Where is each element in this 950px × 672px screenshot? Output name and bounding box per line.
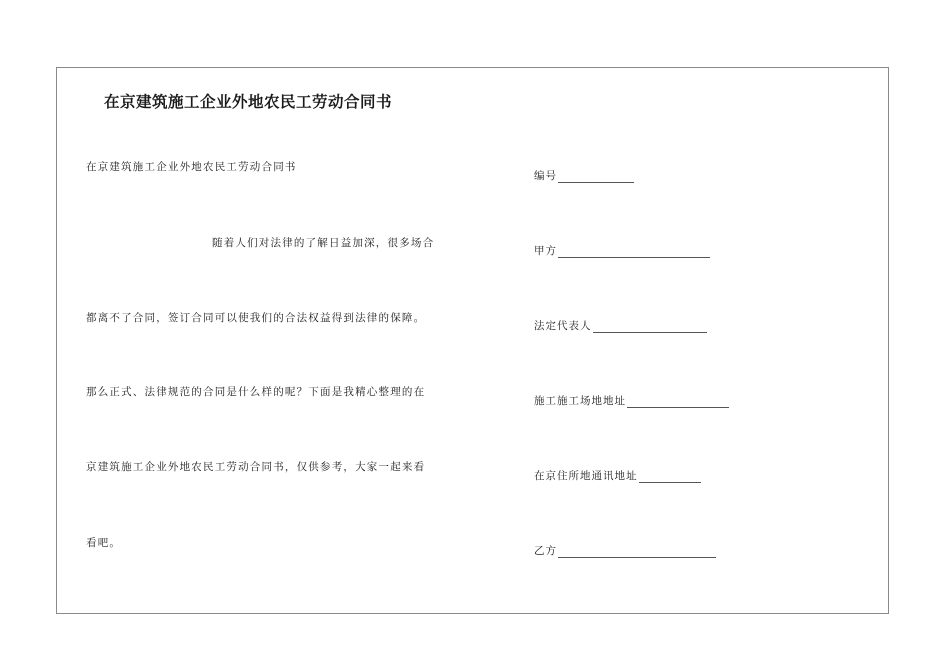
fill-in-line [639, 472, 701, 483]
fill-in-line [593, 322, 707, 333]
fill-in-line [558, 247, 710, 258]
fill-in-line [558, 172, 634, 183]
field-label: 甲方 [534, 245, 557, 257]
field-label: 法定代表人 [534, 320, 592, 332]
field-label: 乙方 [534, 545, 557, 557]
fill-in-line [627, 397, 729, 408]
page-frame [56, 67, 889, 614]
paragraph-line-3: 都离不了合同，签订合同可以使我们的合法权益得到法律的保障。 [86, 312, 426, 324]
paragraph-line-4: 那么正式、法律规范的合同是什么样的呢？下面是我精心整理的在 [86, 386, 426, 398]
field-site-address [534, 393, 729, 408]
field-party-b [534, 543, 716, 558]
paragraph-line-2: 随着人们对法律的了解日益加深，很多场合 [212, 237, 435, 249]
field-label: 在京住所地通讯地址 [534, 470, 638, 482]
field-beijing-address [534, 468, 701, 483]
fill-in-line [558, 547, 716, 558]
paragraph-line-5: 京建筑施工企业外地农民工劳动合同书，仅供参考，大家一起来看 [86, 461, 426, 473]
field-contract-number [534, 168, 634, 183]
field-party-a [534, 243, 710, 258]
field-label: 编号 [534, 170, 557, 182]
field-label: 施工施工场地地址 [534, 395, 626, 407]
document-title: 在京建筑施工企业外地农民工劳动合同书 [104, 92, 393, 111]
paragraph-line-6: 看吧。 [86, 537, 122, 549]
paragraph-line-1: 在京建筑施工企业外地农民工劳动合同书 [86, 161, 297, 173]
field-legal-representative [534, 318, 707, 333]
